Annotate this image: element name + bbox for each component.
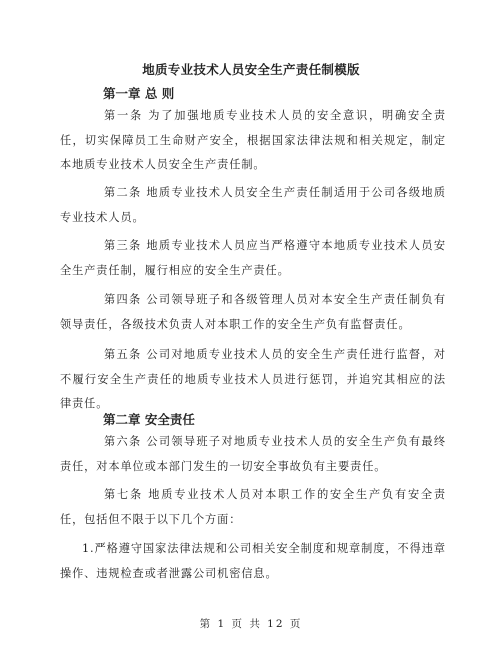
document-title: 地质专业技术人员安全生产责任制模版 [142,62,360,77]
chapter-heading-2: 第二章 安全责任 [103,412,195,427]
chapter-heading-1: 第一章 总 则 [103,86,175,101]
paragraph-article-3: 第三条 地质专业技术人员应当严格遵守本地质专业技术人员安全生产责任制，履行相应的安全生产责任。 [60,239,446,277]
paragraph-article-4: 第四条 公司领导班子和各级管理人员对本安全生产责任制负有领导责任，各级技术负责人对本职工作的安全生产负有监督责任。 [60,293,446,331]
paragraph-article-6: 第六条 公司领导班子对地质专业技术人员的安全生产负有最终责任，对本单位或本部门发生的一切安全事故负有主要责任。 [60,435,446,473]
paragraph-article-2: 第二条 地质专业技术人员安全生产责任制适用于公司各级地质专业技术人员。 [60,186,446,224]
paragraph-article-1: 第一条 为了加强地质专业技术人员的安全意识，明确安全责任，切实保障员工生命财产安全，根据国家法律法规和相关规定，制定本地质专业技术人员安全生产责任制。 [60,109,446,171]
paragraph-article-5: 第五条 公司对地质专业技术人员的安全生产责任进行监督，对不履行安全生产责任的地质专业技术人员进行惩罚，并追究其相应的法律责任。 [60,348,446,410]
page-footer: 第 1 页 共 12 页 [199,618,303,630]
paragraph-article-7: 第七条 地质专业技术人员对本职工作的安全生产负有安全责任，包括但不限于以下几个方面： [60,488,446,526]
paragraph-item-1: 1.严格遵守国家法律法规和公司相关安全制度和规章制度，不得违章操作、违规检查或者泄露公司机密信息。 [60,542,446,580]
